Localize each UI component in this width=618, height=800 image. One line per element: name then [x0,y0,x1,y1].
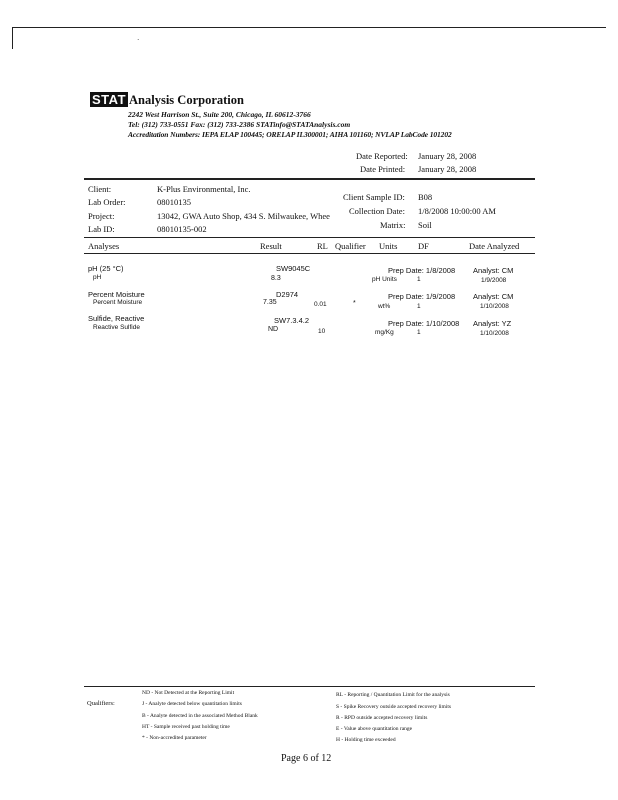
company-address: 2242 West Harrison St., Suite 200, Chicago, IL 60612-3766 [128,110,311,119]
date-reported-value: January 28, 2008 [418,151,477,161]
table-header-rule-bottom [84,253,535,254]
qualifier-note: B - Analyte detected in the associated Method Blank [142,713,258,719]
analyte-date: 1/9/2008 [481,277,507,284]
qualifier-note: RL - Reporting / Quantitation Limit for the analysis [336,692,450,698]
info-top-rule [84,178,535,180]
page-number: Page 6 of 12 [281,753,332,764]
col-analyses: Analyses [88,241,120,251]
analyte-df: 1 [417,276,421,283]
project-value: 13042, GWA Auto Shop, 434 S. Milwaukee, Whee [157,211,330,221]
qualifier-note: HT - Sample received past holding time [142,724,230,730]
analyte-result: ND [268,326,279,333]
analyte-date: 1/10/2008 [480,330,509,337]
footer-rule [84,686,535,687]
analyte-units: wt% [378,303,391,310]
group-method: D2974 [276,290,299,299]
group-analyst: Analyst: YZ [473,319,512,328]
col-units: Units [379,241,398,251]
group-name: Sulfide, Reactive [88,314,145,323]
qualifier-note: J - Analyte detected below quantitation limits [142,701,242,707]
analyte-result: 7.35 [263,299,277,306]
qualifier-note: R - RPD outside accepted recovery limits [336,715,428,721]
date-reported-label: Date Reported: [356,151,408,161]
company-contact: Tel: (312) 733-0551 Fax: (312) 733-2386 STATinfo@STATAnalysis.com [128,120,351,129]
date-printed-value: January 28, 2008 [418,164,477,174]
group-prep-date: Prep Date: 1/10/2008 [388,319,460,328]
analyte-df: 1 [417,303,421,310]
col-date-analyzed: Date Analyzed [469,241,520,251]
matrix-value: Soil [418,220,432,230]
client-label: Client: [88,184,112,194]
lab-order-label: Lab Order: [88,197,126,207]
analyte-name: Reactive Sulfide [93,324,140,331]
col-result: Result [260,241,282,251]
top-border [12,27,606,28]
sample-id-value: B08 [418,192,433,202]
company-name: Analysis Corporation [129,93,244,107]
date-printed-label: Date Printed: [360,164,406,174]
group-method: SW9045C [276,264,311,273]
project-label: Project: [88,211,115,221]
group-prep-date: Prep Date: 1/9/2008 [388,292,456,301]
group-analyst: Analyst: CM [473,292,514,301]
analyte-rl: 0.01 [314,301,327,308]
analyte-units: mg/Kg [375,329,394,336]
matrix-label: Matrix: [380,220,406,230]
client-value: K-Plus Environmental, Inc. [157,184,251,194]
group-method: SW7.3.4.2 [274,316,310,325]
col-rl: RL [317,241,328,251]
col-df: DF [418,241,429,251]
analyte-name: pH [93,274,102,281]
group-name: Percent Moisture [88,290,145,299]
group-prep-date: Prep Date: 1/8/2008 [388,266,456,275]
qualifiers-label: Qualifiers: [87,700,115,707]
qualifier-note: E - Value above quantitation range [336,726,413,732]
lab-id-value: 08010135-002 [157,224,207,234]
table-header-rule-top [84,237,535,238]
analyte-units: pH Units [372,276,397,283]
col-qualifier: Qualifier [335,241,366,251]
company-accreditation: Accreditation Numbers: IEPA ELAP 100445; ORELAP IL300001; AIHA 101160; NVLAP LabCode 101202 [128,130,452,139]
lab-id-label: Lab ID: [88,224,115,234]
collection-date-value: 1/8/2008 10:00:00 AM [418,206,496,216]
scan-speck: · [137,36,140,44]
analyte-name: Percent Moisture [93,299,143,306]
company-header [90,91,244,109]
group-name: pH (25 °C) [88,264,124,273]
analyte-date: 1/10/2008 [480,303,509,310]
qualifier-note: S - Spike Recovery outside accepted recovery limits [336,704,452,710]
qualifier-note: * - Non-accredited parameter [142,735,207,741]
analyte-qualifier: * [353,300,356,307]
qualifier-note: ND - Not Detected at the Reporting Limit [142,690,235,696]
left-border [12,27,13,49]
qualifier-note: H - Holding time exceeded [336,737,396,743]
group-analyst: Analyst: CM [473,266,514,275]
lab-order-value: 08010135 [157,197,191,207]
analyte-result: 8.3 [271,275,281,282]
company-logo: STAT [92,92,127,107]
analyte-df: 1 [417,329,421,336]
sample-id-label: Client Sample ID: [343,192,405,202]
collection-date-label: Collection Date: [349,206,405,216]
analyte-rl: 10 [318,328,326,335]
